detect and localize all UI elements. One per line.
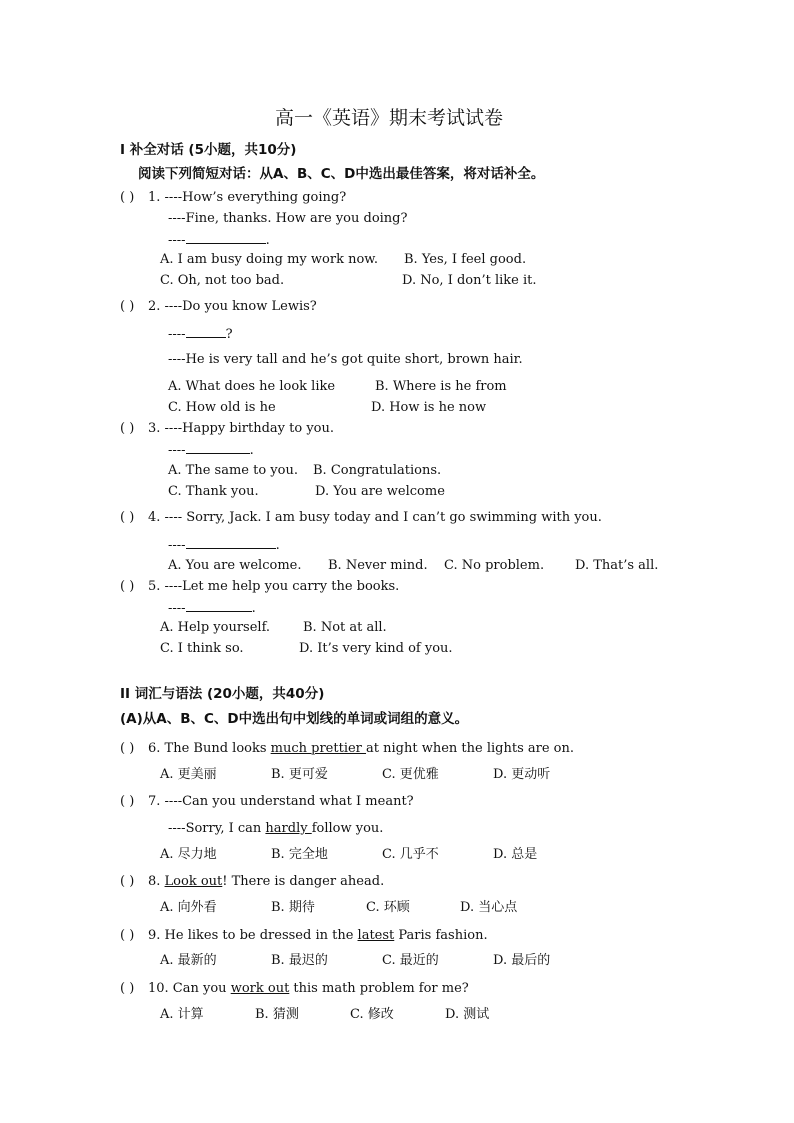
answer-paren[interactable]: ( )	[120, 928, 135, 943]
question-3-line-2	[168, 441, 254, 459]
question-3	[120, 420, 334, 437]
question-8-option-a[interactable]: A. 向外看	[160, 900, 217, 915]
question-1-option-b[interactable]: B. Yes, I feel good.	[404, 252, 527, 267]
stem-post: ! There is danger ahead.	[222, 874, 385, 889]
underlined-phrase: much prettier	[270, 741, 367, 756]
question-7-option-d[interactable]: D. 总是	[493, 847, 538, 862]
blank-end: ?	[225, 327, 233, 342]
question-1-option-d[interactable]: D. No, I don’t like it.	[402, 273, 537, 288]
question-2-option-c[interactable]: C. How old is he	[168, 400, 276, 415]
dialog-dash: ----	[168, 538, 186, 553]
question-7-option-c[interactable]: C. 几乎不	[382, 847, 439, 862]
question-4-option-c[interactable]: C. No problem.	[444, 558, 545, 573]
question-10-option-c[interactable]: C. 修改	[350, 1007, 394, 1022]
answer-paren[interactable]: ( )	[120, 299, 135, 314]
question-9-option-d[interactable]: D. 最后的	[493, 953, 551, 968]
blank-end: .	[249, 443, 254, 458]
question-10-option-d[interactable]: D. 测试	[445, 1007, 490, 1022]
question-3-option-d[interactable]: D. You are welcome	[315, 484, 445, 499]
answer-paren[interactable]: ( )	[120, 190, 135, 205]
section-2-heading: II 词汇与语法 (20小题，共40分)	[120, 686, 325, 702]
underlined-phrase: hardly	[265, 821, 312, 836]
question-2-option-b[interactable]: B. Where is he from	[375, 379, 507, 394]
answer-blank[interactable]	[186, 441, 250, 454]
question-8-option-d[interactable]: D. 当心点	[460, 900, 518, 915]
answer-paren[interactable]: ( )	[120, 741, 135, 756]
dialog-dash: ----	[168, 443, 186, 458]
question-3-option-a[interactable]: A. The same to you.	[168, 463, 298, 478]
answer-paren[interactable]: ( )	[120, 981, 135, 996]
question-9-option-a[interactable]: A. 最新的	[160, 953, 217, 968]
question-stem: 5. ----Let me help you carry the books.	[148, 579, 400, 594]
stem-pre: ----Sorry, I can	[168, 821, 266, 836]
underlined-phrase: latest	[357, 928, 395, 943]
stem-post: this math problem for me?	[289, 981, 469, 996]
question-3-option-c[interactable]: C. Thank you.	[168, 484, 259, 499]
underlined-phrase: Look out	[164, 874, 223, 889]
stem-pre: 6. The Bund looks	[148, 741, 271, 756]
blank-end: .	[251, 601, 256, 616]
question-4-line-2	[168, 536, 280, 554]
answer-paren[interactable]: ( )	[120, 579, 135, 594]
question-6-option-a[interactable]: A. 更美丽	[160, 767, 217, 782]
question-2-option-d[interactable]: D. How is he now	[371, 400, 487, 415]
question-1-line-3	[168, 231, 270, 249]
question-9-option-c[interactable]: C. 最近的	[382, 953, 439, 968]
question-1-option-a[interactable]: A. I am busy doing my work now.	[160, 252, 379, 267]
answer-paren[interactable]: ( )	[120, 421, 135, 436]
question-6-option-c[interactable]: C. 更优雅	[382, 767, 439, 782]
question-2-line-2	[168, 325, 233, 343]
question-4-option-a[interactable]: A. You are welcome.	[168, 558, 302, 573]
question-9-option-b[interactable]: B. 最迟的	[271, 953, 328, 968]
question-10-option-b[interactable]: B. 猜测	[255, 1007, 299, 1022]
question-4-option-d[interactable]: D. That’s all.	[575, 558, 659, 573]
answer-paren[interactable]: ( )	[120, 794, 135, 809]
dialog-dash: ----	[168, 601, 186, 616]
question-stem: 4. ---- Sorry, Jack. I am busy today and I can’t go swimming with you.	[148, 510, 602, 525]
section-1-instruction: 阅读下列简短对话：从A、B、C、D中选出最佳答案，将对话补全。	[138, 166, 545, 182]
stem-pre: 9. He likes to be dressed in the	[148, 928, 358, 943]
dialog-dash: ----	[168, 327, 186, 342]
answer-paren[interactable]: ( )	[120, 874, 135, 889]
stem-post: at night when the lights are on.	[366, 741, 574, 756]
question-7-option-a[interactable]: A. 尽力地	[160, 847, 217, 862]
stem-post: Paris fashion.	[394, 928, 488, 943]
question-8-option-c[interactable]: C. 环顾	[366, 900, 410, 915]
answer-blank[interactable]	[186, 325, 226, 338]
question-5-line-2	[168, 599, 256, 617]
question-1	[120, 189, 346, 206]
answer-blank[interactable]	[186, 231, 266, 244]
section-1-heading: I 补全对话 (5小题，共10分)	[120, 142, 297, 158]
answer-paren[interactable]: ( )	[120, 510, 135, 525]
question-1-line-2: ----Fine, thanks. How are you doing?	[168, 211, 408, 226]
underlined-phrase: work out	[230, 981, 290, 996]
question-3-option-b[interactable]: B. Congratulations.	[313, 463, 442, 478]
question-5-option-b[interactable]: B. Not at all.	[303, 620, 387, 635]
dialog-dash: ----	[168, 233, 186, 248]
question-5-option-c[interactable]: C. I think so.	[160, 641, 244, 656]
question-5-option-a[interactable]: A. Help yourself.	[160, 620, 271, 635]
question-9	[120, 927, 488, 944]
stem-pre: 10. Can you	[148, 981, 231, 996]
question-5-option-d[interactable]: D. It’s very kind of you.	[299, 641, 453, 656]
question-2-line-3: ----He is very tall and he’s got quite short, brown hair.	[168, 352, 523, 367]
question-6-option-b[interactable]: B. 更可爱	[271, 767, 328, 782]
question-4	[120, 509, 602, 526]
section-2-instruction: (A)从A、B、C、D中选出句中划线的单词或词组的意义。	[120, 711, 469, 727]
question-6-option-d[interactable]: D. 更动听	[493, 767, 551, 782]
question-7-option-b[interactable]: B. 完全地	[271, 847, 328, 862]
question-7	[120, 793, 414, 810]
blank-end: .	[275, 538, 280, 553]
question-4-option-b[interactable]: B. Never mind.	[328, 558, 428, 573]
question-2	[120, 298, 317, 315]
question-2-option-a[interactable]: A. What does he look like	[168, 379, 336, 394]
question-7-line-2	[168, 820, 383, 837]
answer-blank[interactable]	[186, 536, 276, 549]
question-stem: 1. ----How’s everything going?	[148, 190, 347, 205]
question-10	[120, 980, 469, 997]
question-5	[120, 578, 399, 595]
question-6	[120, 740, 574, 757]
answer-blank[interactable]	[186, 599, 252, 612]
stem-post: follow you.	[311, 821, 384, 836]
question-8-option-b[interactable]: B. 期待	[271, 900, 315, 915]
question-8	[120, 873, 384, 890]
stem-pre: 8.	[148, 874, 165, 889]
question-1-option-c[interactable]: C. Oh, not too bad.	[160, 273, 285, 288]
question-stem: 3. ----Happy birthday to you.	[148, 421, 335, 436]
question-stem: 2. ----Do you know Lewis?	[148, 299, 317, 314]
blank-end: .	[265, 233, 270, 248]
question-10-option-a[interactable]: A. 计算	[160, 1007, 204, 1022]
page-title: 高一《英语》期末考试试卷	[275, 107, 504, 129]
question-stem: 7. ----Can you understand what I meant?	[148, 794, 414, 809]
